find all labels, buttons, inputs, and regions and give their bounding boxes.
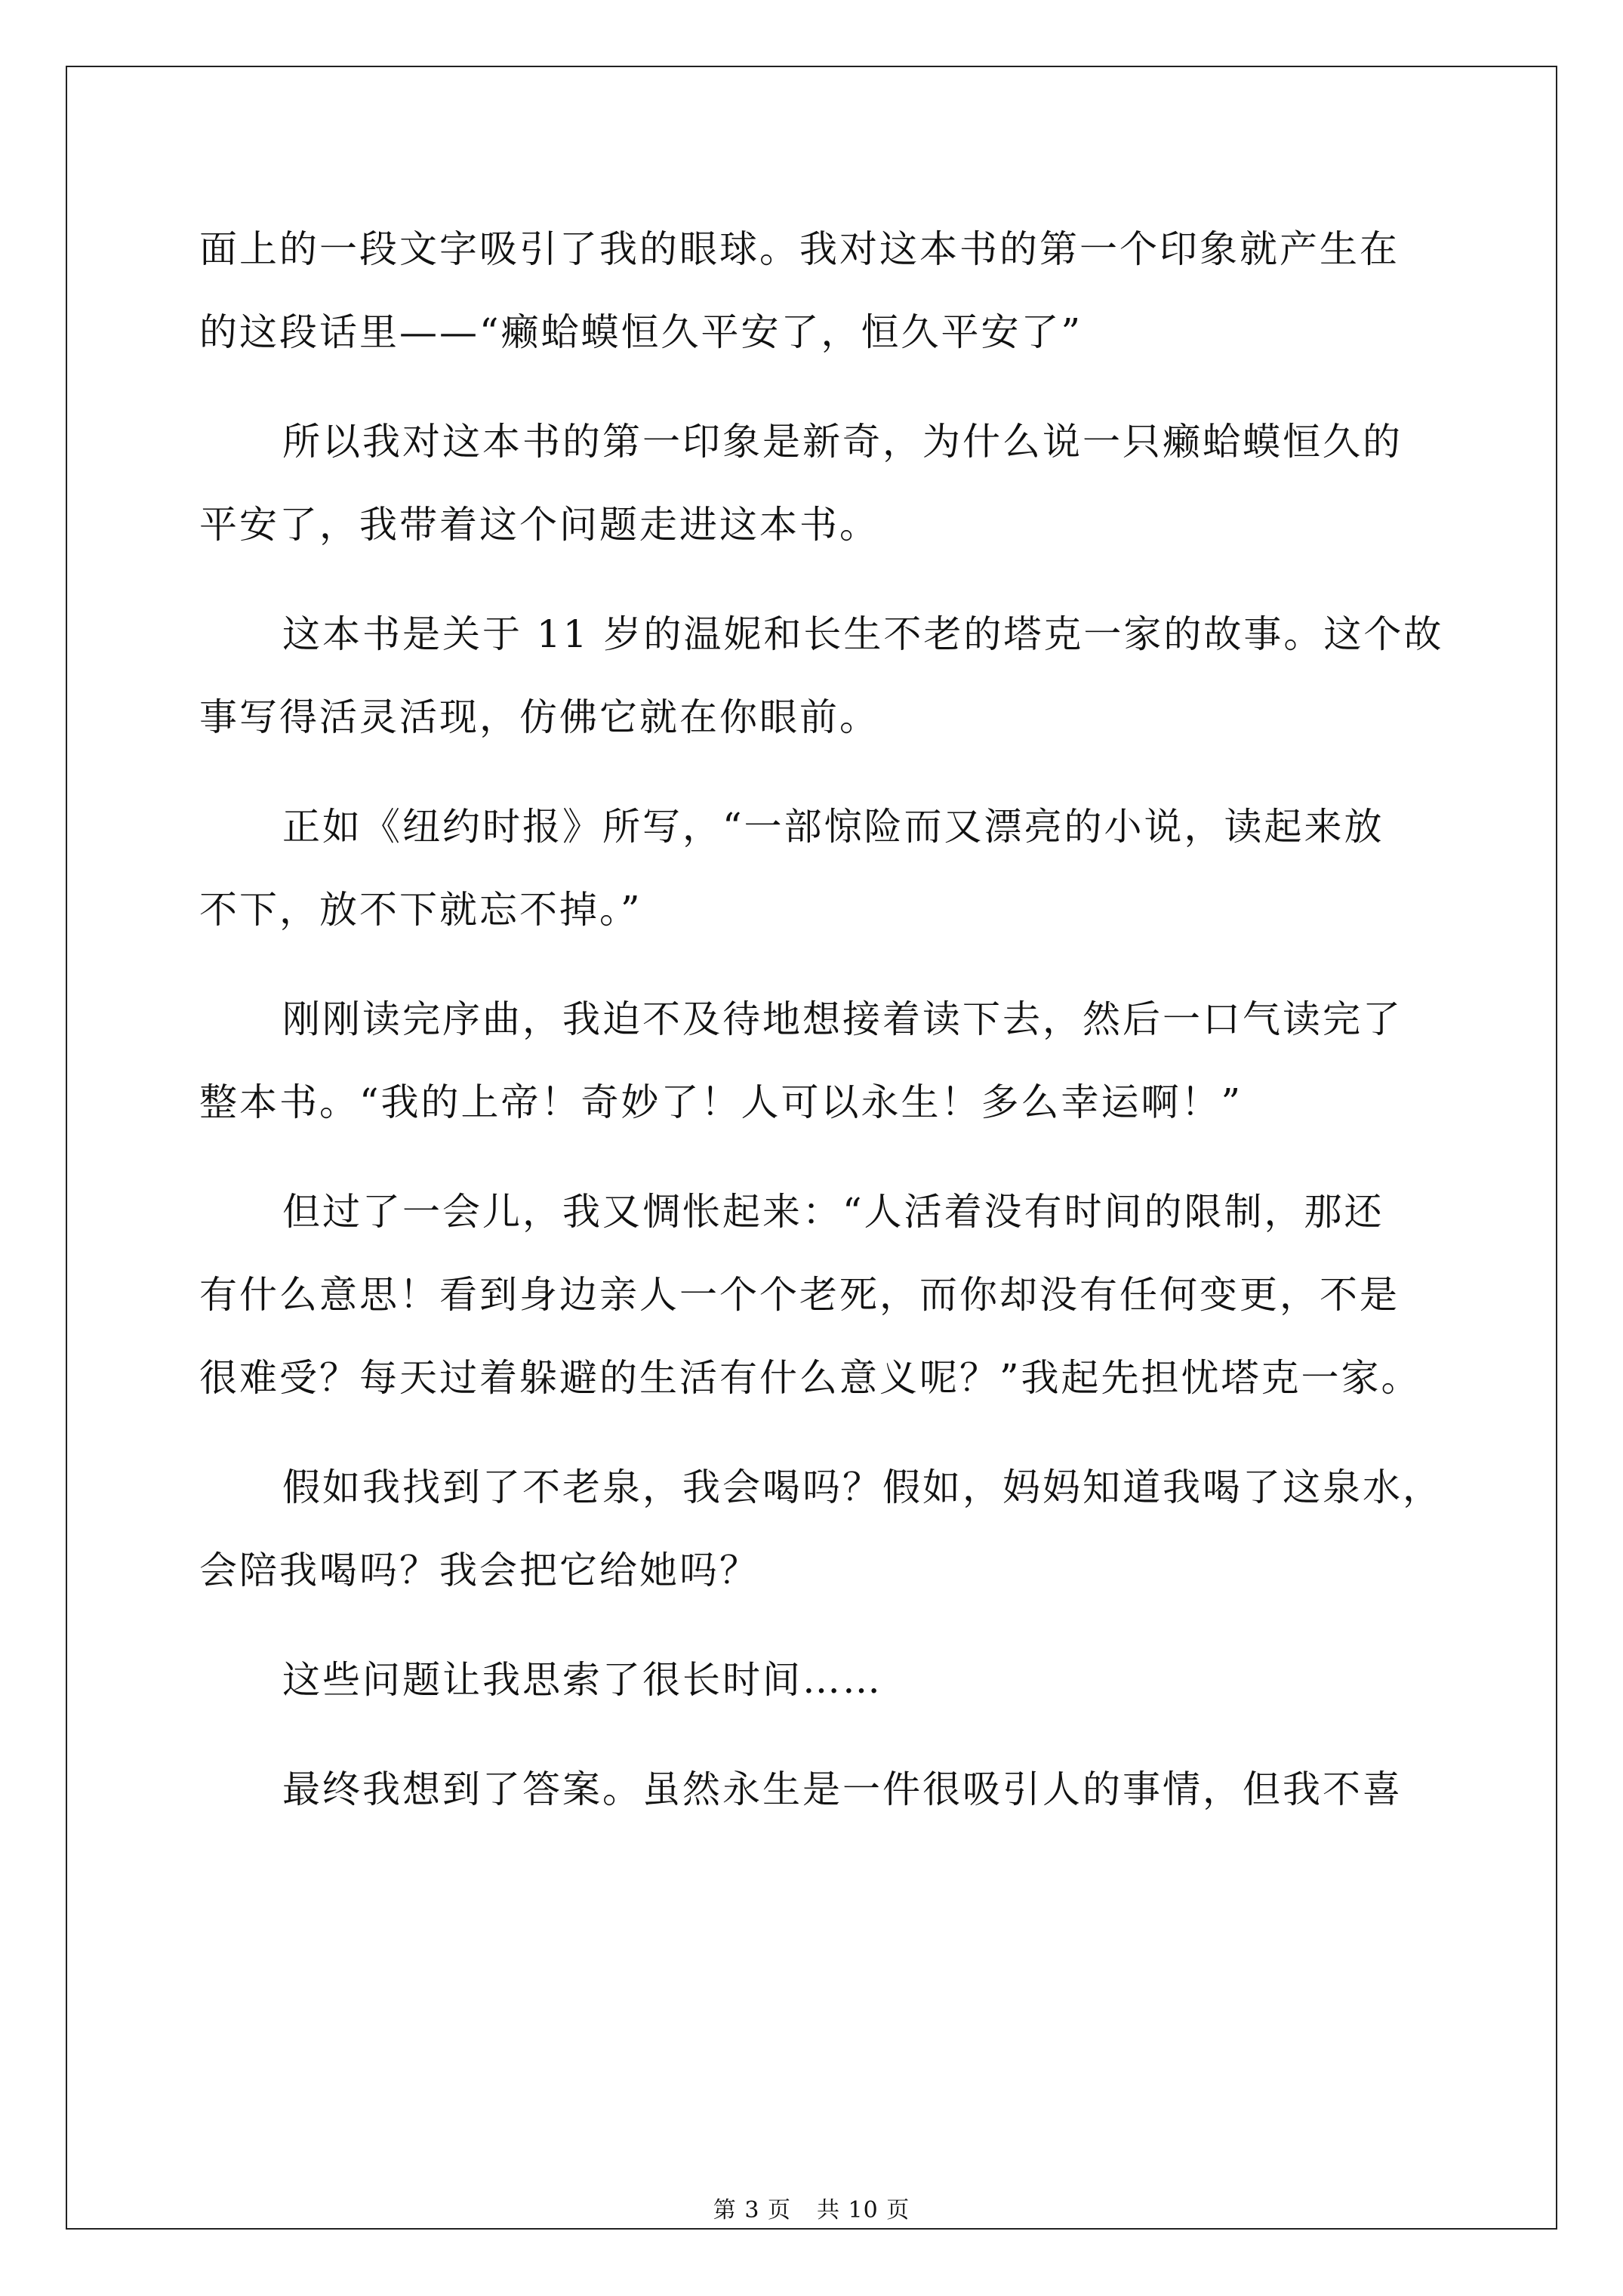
text-line-7: 正如《纽约时报》所写，“一部惊险而又漂亮的小说，读起来放 xyxy=(282,805,1384,849)
text-line-12: 有什么意思！看到身边亲人一个个老死，而你却没有任何变更，不是 xyxy=(199,1273,1400,1317)
page-border xyxy=(66,66,1557,2230)
text-line-8: 不下，放不下就忘不掉。” xyxy=(199,888,642,932)
text-line-17: 最终我想到了答案。虽然永生是一件很吸引人的事情，但我不喜 xyxy=(282,1767,1403,1811)
text-line-10: 整本书。“我的上帝！奇妙了！人可以永生！多么幸运啊！” xyxy=(199,1080,1243,1124)
text-line-11: 但过了一会儿，我又惆怅起来：“人活着没有时间的限制，那还 xyxy=(282,1190,1384,1234)
page-total: 共 10 页 xyxy=(816,2197,910,2224)
text-line-16: 这些问题让我思索了很长时间…… xyxy=(282,1658,882,1702)
text-line-6: 事写得活灵活现，仿佛它就在你眼前。 xyxy=(199,695,879,739)
text-line-15: 会陪我喝吗？我会把它给她吗？ xyxy=(199,1549,759,1592)
text-line-3: 所以我对这本书的第一印象是新奇，为什么说一只癞蛤蟆恒久的 xyxy=(282,420,1403,464)
page-footer xyxy=(0,2197,1623,2224)
text-line-4: 平安了，我带着这个问题走进这本书。 xyxy=(199,503,879,547)
text-line-14: 假如我找到了不老泉，我会喝吗？假如，妈妈知道我喝了这泉水， xyxy=(282,1465,1443,1509)
text-line-5: 这本书是关于 11 岁的温妮和长生不老的塔克一家的故事。这个故 xyxy=(282,612,1444,656)
text-line-13: 很难受？每天过着躲避的生活有什么意义呢？”我起先担忧塔克一家。 xyxy=(199,1356,1421,1400)
text-line-9: 刚刚读完序曲，我迫不及待地想接着读下去，然后一口气读完了 xyxy=(282,997,1403,1041)
text-line-1: 面上的一段文字吸引了我的眼球。我对这本书的第一个印象就产生在 xyxy=(199,227,1400,271)
text-line-2: 的这段话里——“癞蛤蟆恒久平安了，恒久平安了” xyxy=(199,310,1083,354)
page-number: 第 3 页 xyxy=(713,2197,791,2224)
